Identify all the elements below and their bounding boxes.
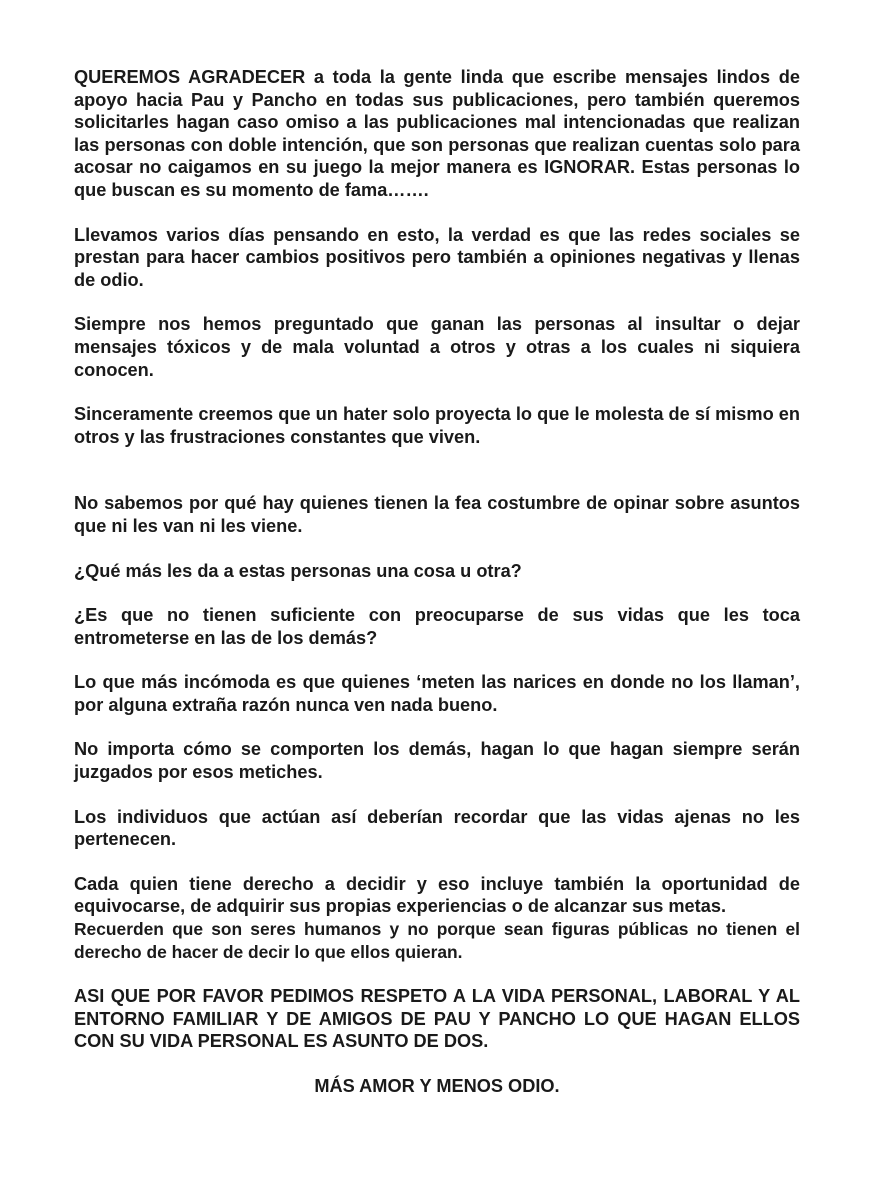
paragraph-gratitude: QUEREMOS AGRADECER a toda la gente linda que escribe mensajes lindos de apoyo hacia Pau y Pancho en todas sus publicaciones, pero también queremos solicitarles hagan caso omiso a las publicaciones mal intencionadas que realizan las personas con doble intención, que son personas que realizan cuentas solo para acosar no caigamos en su juego la mejor manera es IGNORAR. Estas personas lo que buscan es su momento de fama……. bbox=[74, 67, 800, 200]
letter-document bbox=[74, 66, 800, 1098]
paragraph-opinions: No sabemos por qué hay quienes tienen la fea costumbre de opinar sobre asuntos que ni les van ni les viene. bbox=[74, 493, 800, 536]
closing-slogan: MÁS AMOR Y MENOS ODIO. bbox=[314, 1076, 560, 1096]
paragraph-hater: Sinceramente creemos que un hater solo proyecta lo que le molesta de sí mismo en otros y las frustraciones constantes que viven. bbox=[74, 404, 800, 447]
paragraph-right-to-decide: Cada quien tiene derecho a decidir y eso incluye también la oportunidad de equivocarse, de adquirir sus propias experiencias o de alcanzar sus metas. bbox=[74, 873, 800, 917]
paragraph-toxic-messages: Siempre nos hemos preguntado que ganan las personas al insultar o dejar mensajes tóxicos y de mala voluntad a otros y otras a los cuales ni siquiera conocen. bbox=[74, 314, 800, 380]
paragraph-social-media: Llevamos varios días pensando en esto, la verdad es que las redes sociales se prestan para hacer cambios positivos pero también a opiniones negativas y llenas de odio. bbox=[74, 224, 800, 290]
paragraph-public-figures: Recuerden que son seres humanos y no porque sean figuras públicas no tienen el derecho de hacer de decir lo que ellos quieran. bbox=[74, 919, 800, 962]
paragraph-judged: No importa cómo se comporten los demás, hagan lo que hagan siempre serán juzgados por esos metiches. bbox=[74, 739, 800, 783]
paragraph-question-one: ¿Qué más les da a estas personas una cosa u otra? bbox=[74, 560, 522, 581]
paragraph-question-two: ¿Es que no tienen suficiente con preocuparse de sus vidas que les toca entrometerse en las de los demás? bbox=[74, 605, 800, 648]
paragraph-others-lives: Los individuos que actúan así deberían recordar que las vidas ajenas no les pertenecen. bbox=[74, 806, 800, 850]
paragraph-respect-request: ASI QUE POR FAVOR PEDIMOS RESPETO A LA VIDA PERSONAL, LABORAL Y AL ENTORNO FAMILIAR Y DE AMIGOS DE PAU Y PANCHO LO QUE HAGAN ELLOS CON SU VIDA PERSONAL ES ASUNTO DE DOS. bbox=[74, 986, 800, 1052]
paragraph-meddlers: Lo que más incómoda es que quienes ‘meten las narices en donde no los llaman’, por alguna extraña razón nunca ven nada bueno. bbox=[74, 672, 800, 715]
